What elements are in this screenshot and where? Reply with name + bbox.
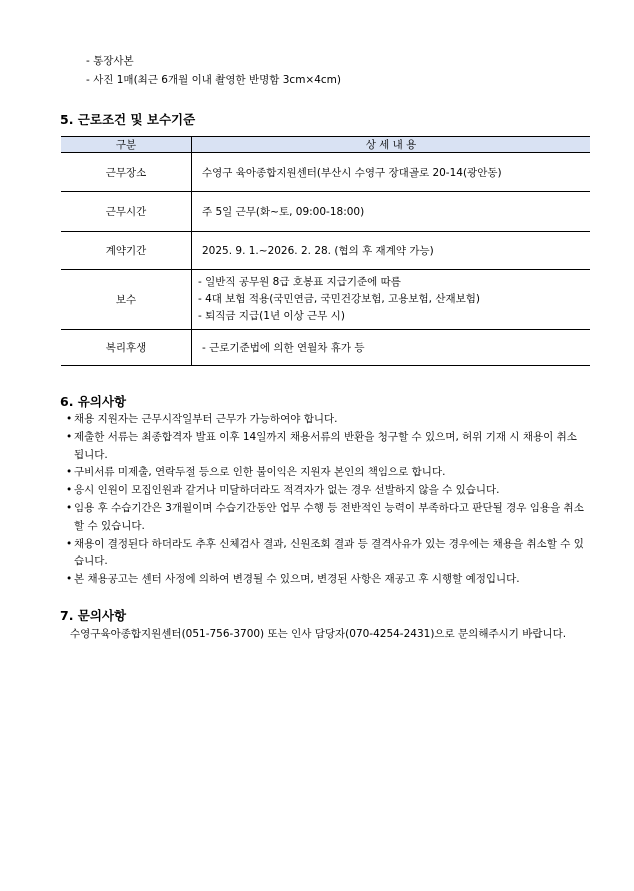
table-header-row bbox=[61, 137, 590, 153]
row-label: 복리후생 bbox=[61, 330, 192, 366]
bullet-icon: • bbox=[66, 430, 73, 443]
bullet-icon: • bbox=[66, 466, 73, 479]
list-item bbox=[66, 429, 586, 465]
list-item bbox=[66, 536, 586, 572]
table-row bbox=[61, 232, 590, 270]
table-row bbox=[61, 153, 590, 192]
row-value: 2025. 9. 1.~2026. 2. 28. (협의 후 재계약 가능) bbox=[192, 232, 591, 270]
section-title-inquiry: 7. 문의사항 bbox=[60, 608, 127, 623]
bullet-icon: • bbox=[66, 537, 73, 550]
bullet-icon: • bbox=[66, 413, 73, 425]
list-item bbox=[66, 500, 586, 536]
note-text: 임용 후 수습기간은 3개월이며 수습기간동안 업무 수행 등 전반적인 능력이 부족하다고 판단될 경우 임용을 취소할 수 있습니다. bbox=[74, 501, 584, 532]
pay-line: - 퇴직금 지급(1년 이상 근무 시) bbox=[198, 310, 345, 322]
list-item: - 통장사본 bbox=[86, 55, 134, 67]
row-value: 주 5일 근무(화~토, 09:00-18:00) bbox=[192, 192, 591, 232]
row-label: 보수 bbox=[61, 270, 192, 330]
note-text: 제출한 서류는 최종합격자 발표 이후 14일까지 채용서류의 반환을 청구할 수 있으며, 허위 기재 시 채용이 취소됩니다. bbox=[74, 430, 577, 461]
conditions-table bbox=[61, 136, 590, 366]
row-label: 근무시간 bbox=[61, 192, 192, 232]
section-title-conditions: 5. 근로조건 및 보수기준 bbox=[60, 112, 196, 127]
bullet-icon: • bbox=[66, 573, 73, 586]
list-item: - 사진 1매(최근 6개월 이내 촬영한 반명함 3cm×4cm) bbox=[86, 74, 342, 86]
pay-line: - 4대 보험 적용(국민연금, 국민건강보험, 고용보험, 산재보험) bbox=[198, 293, 480, 305]
row-value: - 근로기준법에 의한 연월차 휴가 등 bbox=[192, 330, 591, 366]
note-text: 채용이 결정된다 하더라도 추후 신체검사 결과, 신원조회 결과 등 결격사유가 있는 경우에는 채용을 취소할 수 있습니다. bbox=[74, 537, 584, 568]
row-label: 근무장소 bbox=[61, 153, 192, 192]
list-item bbox=[66, 464, 586, 482]
row-value bbox=[192, 270, 591, 330]
note-text: 구비서류 미제출, 연락두절 등으로 인한 불이익은 지원자 본인의 책임으로 합니다. bbox=[74, 466, 446, 479]
inquiry-text: 수영구육아종합지원센터(051-756-3700) 또는 인사 담당자(070-4254-2431)으로 문의해주시기 바랍니다. bbox=[70, 628, 567, 640]
table-row bbox=[61, 270, 590, 330]
pay-line: - 일반직 공무원 8급 호봉표 지급기준에 따름 bbox=[198, 276, 401, 288]
bullet-icon: • bbox=[66, 484, 73, 497]
list-item bbox=[66, 482, 586, 500]
note-text: 채용 지원자는 근무시작일부터 근무가 가능하여야 합니다. bbox=[74, 413, 338, 425]
header-detail: 상 세 내 용 bbox=[192, 137, 591, 153]
row-value: 수영구 육아종합지원센터(부산시 수영구 장대골로 20-14(광안동) bbox=[192, 153, 591, 192]
required-documents-list bbox=[86, 52, 341, 90]
row-label: 계약기간 bbox=[61, 232, 192, 270]
list-item bbox=[66, 411, 586, 429]
table-row bbox=[61, 330, 590, 366]
note-text: 본 채용공고는 센터 사정에 의하여 변경될 수 있으며, 변경된 사항은 재공고 후 시행할 예정입니다. bbox=[74, 573, 520, 586]
note-text: 응시 인원이 모집인원과 같거나 미달하더라도 적격자가 없는 경우 선발하지 않을 수 있습니다. bbox=[74, 484, 500, 497]
header-category: 구분 bbox=[61, 137, 192, 153]
section-title-notes: 6. 유의사항 bbox=[60, 394, 127, 409]
list-item bbox=[66, 571, 586, 589]
table-row bbox=[61, 192, 590, 232]
notes-list bbox=[66, 411, 586, 589]
bullet-icon: • bbox=[66, 501, 73, 514]
